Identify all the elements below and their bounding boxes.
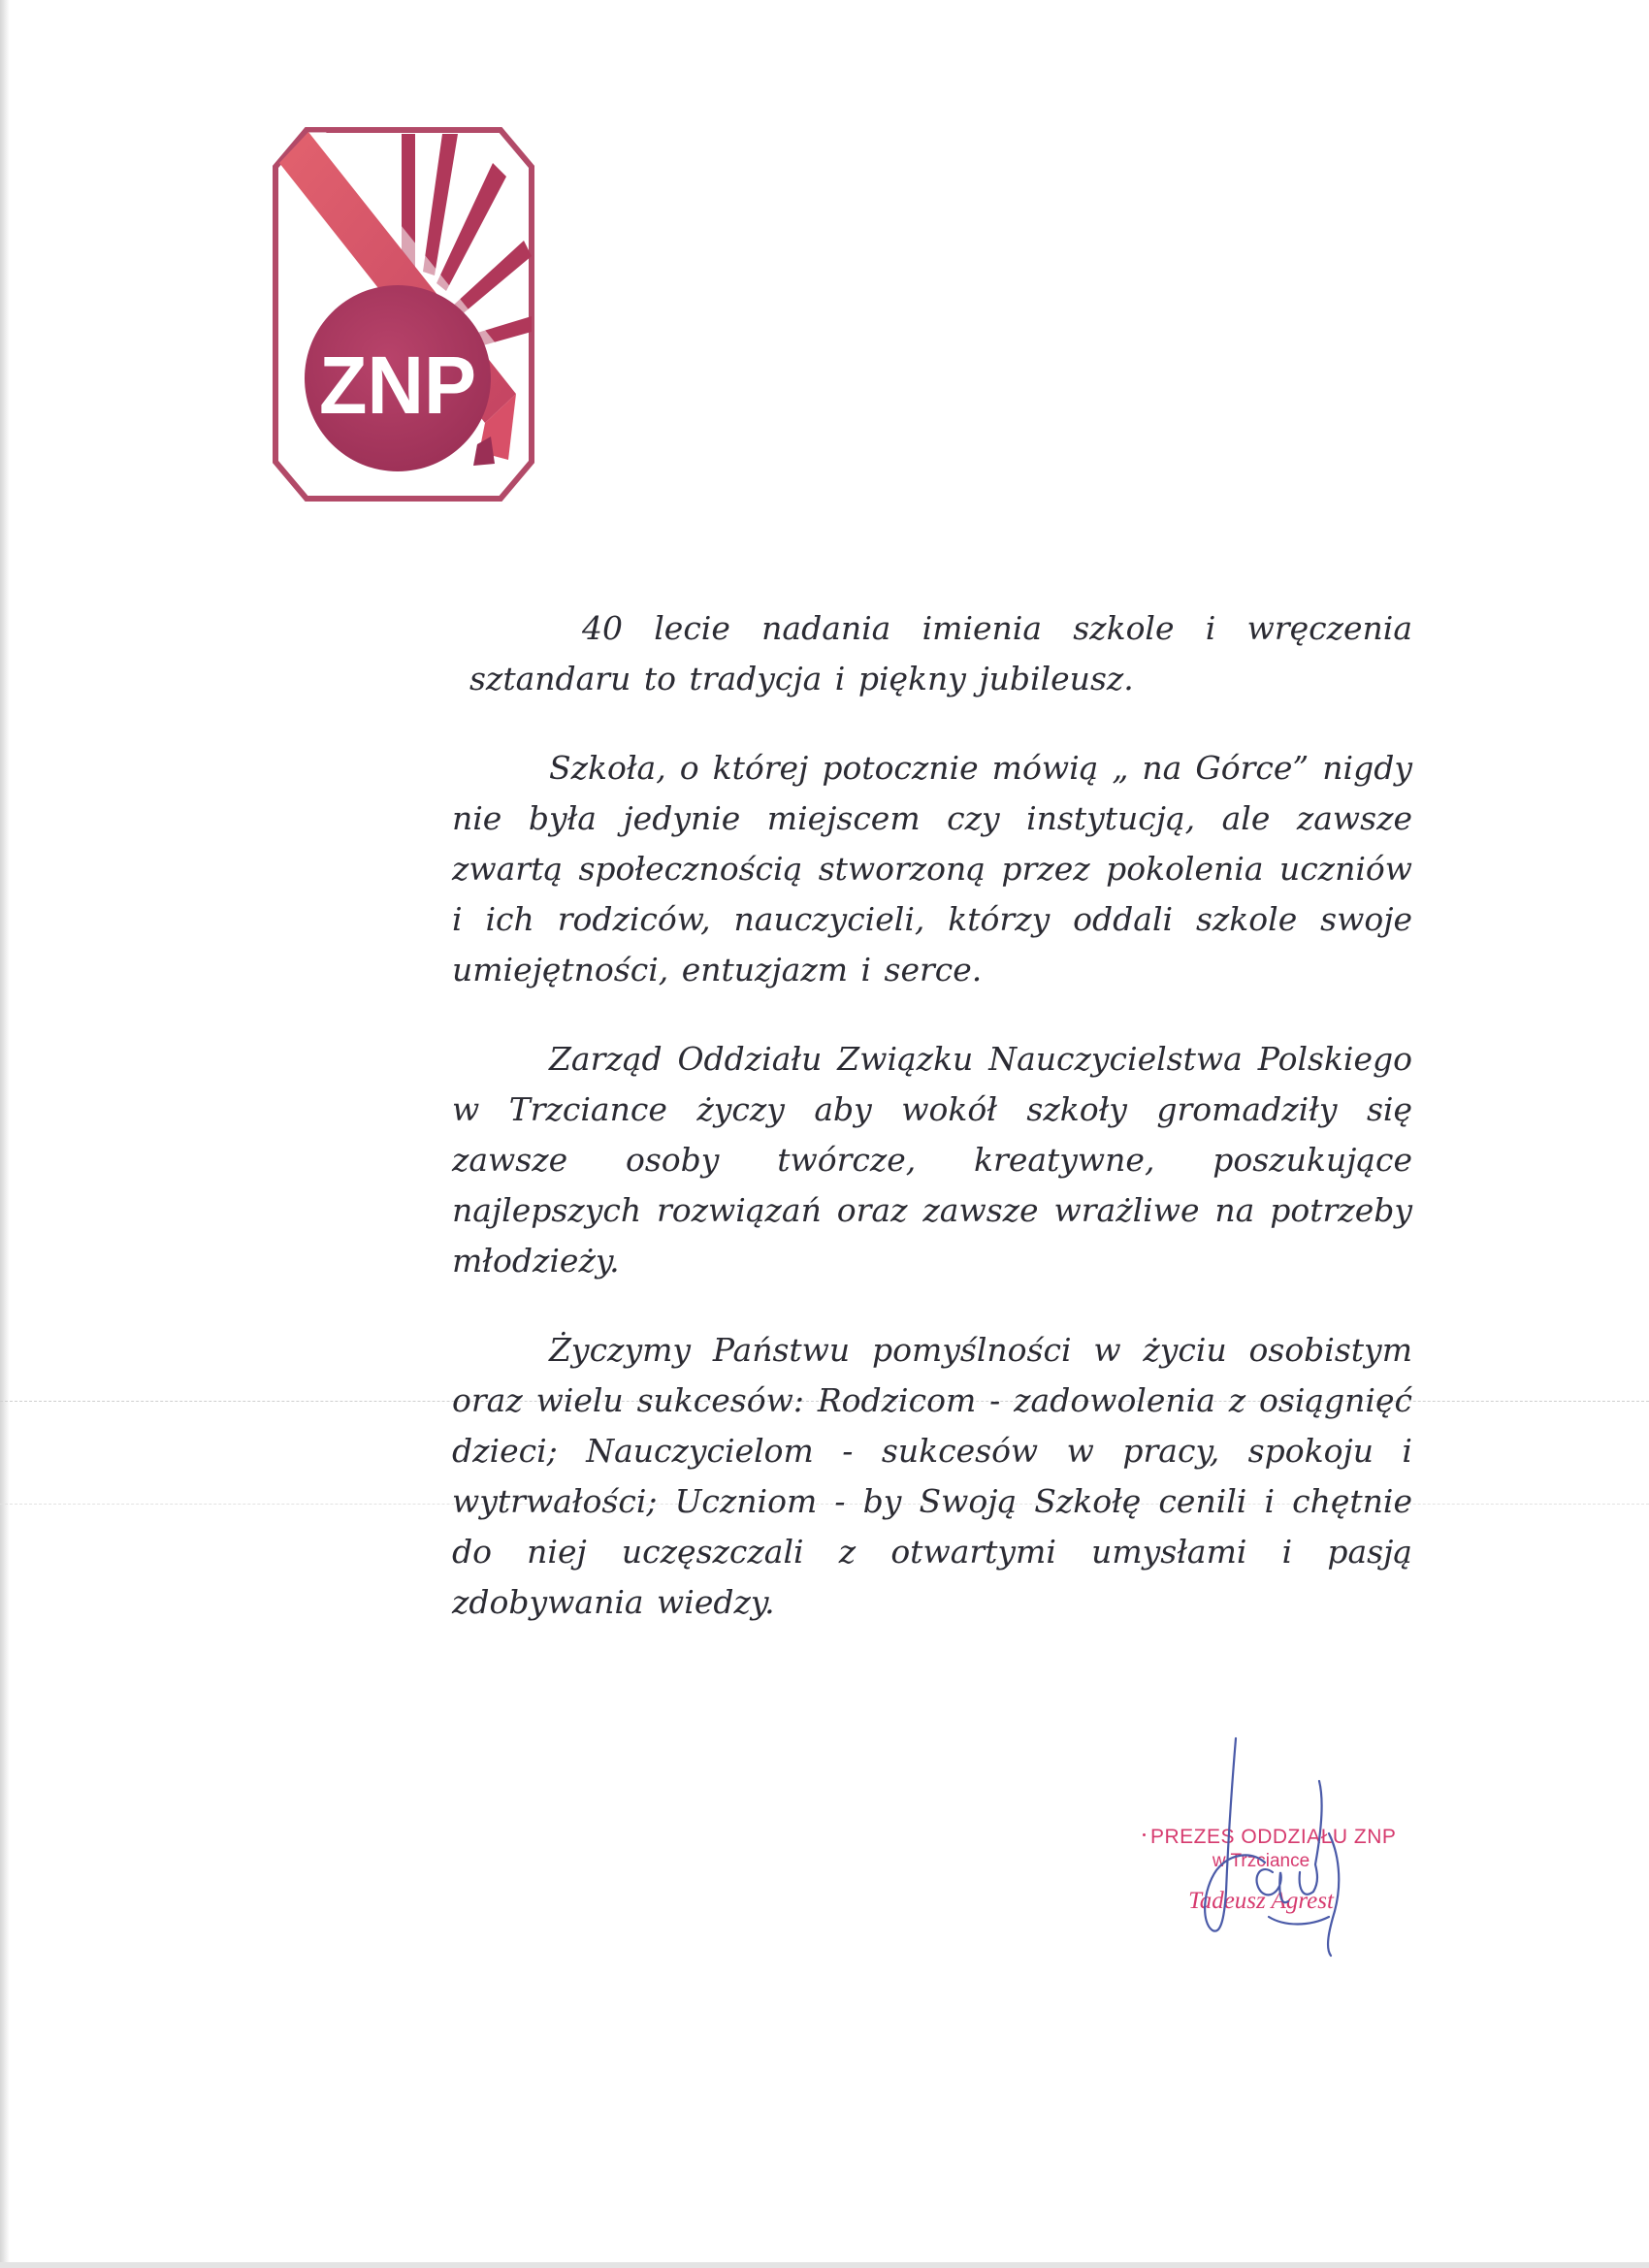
letter-paragraph: Szkoła, o której potocznie mówią „ na Górce” nigdy nie była jedynie miejscem czy instytucją, ale zawsze zwartą społecznością stworzoną przez pokolenia uczniów i ich rodziców, nauczycieli, którzy oddali szkole swoje umiejętności, entuzjazm i serce. [452,749,1412,988]
letter-paragraph: 40 lecie nadania imienia szkole i wręczenia sztandaru to tradycja i piękny jubileusz. [469,609,1412,697]
stamp-title: PREZES ODDZIAŁU ZNP [1150,1826,1397,1848]
stamp-name: Tadeusz Agrest [1188,1888,1334,1914]
logo-text: ZNP [319,340,476,431]
letter-paragraph: Zarząd Oddziału Związku Nauczycielstwa Polskiego w Trzciance życzy aby wokół szkoły gromadziły się zawsze osoby twórcze, kreatywne, poszukujące najlepszych rozwiązań oraz zawsze wrażliwe na potrzeby młodzieży. [452,1040,1412,1280]
scan-page-edge-bottom [0,2262,1649,2268]
handwritten-signature-icon [1183,1727,1397,1960]
scan-page-edge-left [0,0,10,2268]
letter-paragraph: Życzymy Państwu pomyślności w życiu osobistym oraz wielu sukcesów: Rodzicom - zadowolenia z osiągnięć dzieci; Nauczycielom - sukcesów w pracy, spokoju i wytrwałości; Uczniom - by Swoją Szkołę cenili i chętnie do niej uczęszczali z otwartymi umysłami i pasją zdobywania wiedzy. [452,1331,1412,1621]
znp-logo-icon [270,124,537,504]
letter-body [452,603,1412,1667]
stamp-place: w Trzciance [1212,1851,1310,1871]
stamp-dot [1143,1833,1146,1836]
